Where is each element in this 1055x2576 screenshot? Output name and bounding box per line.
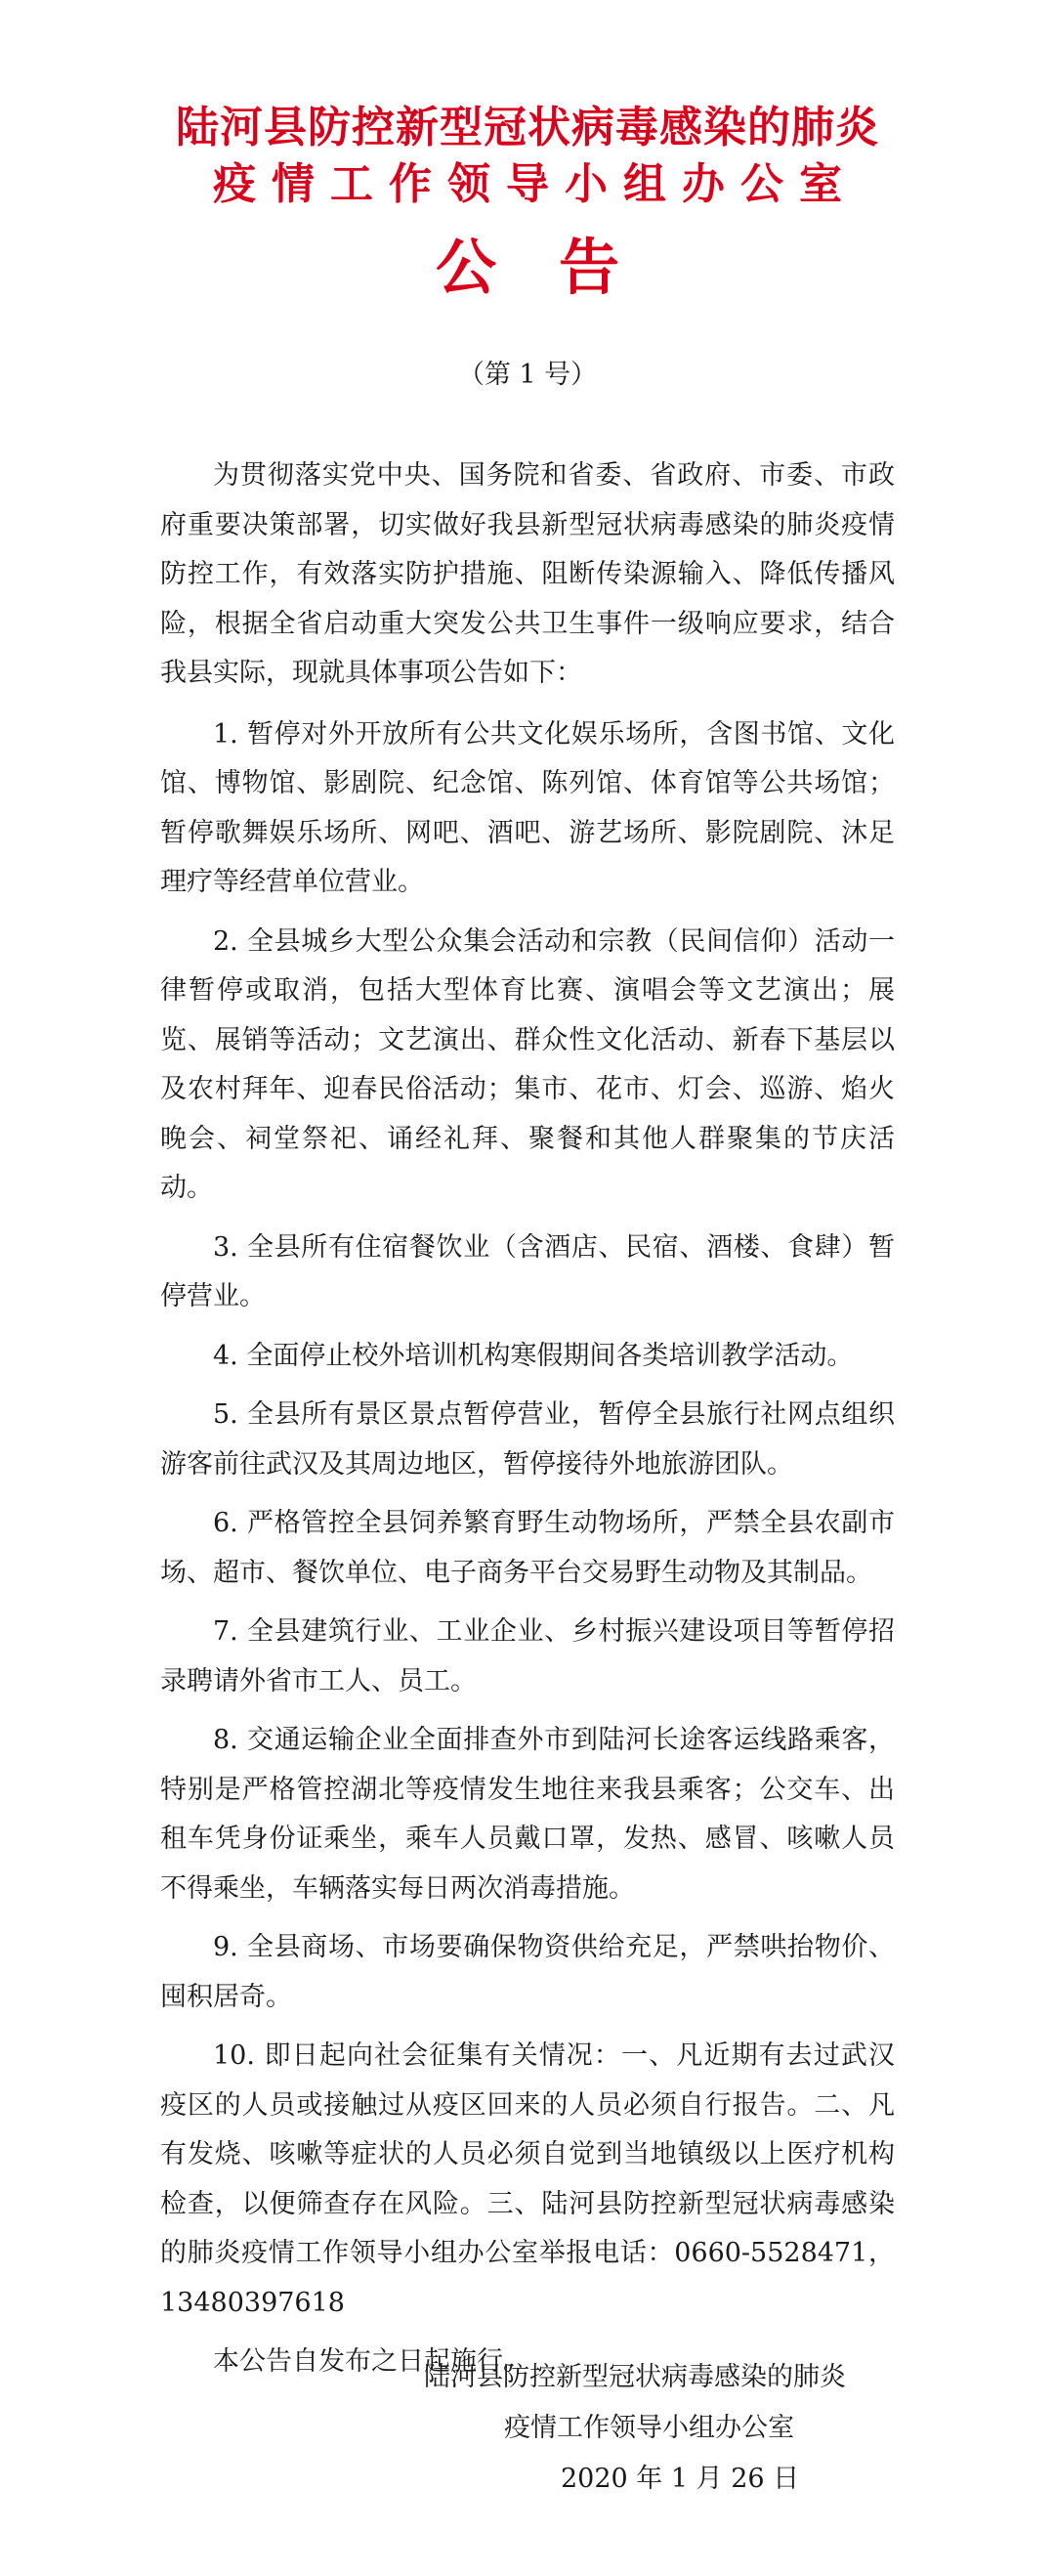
item-1: 1. 暂停对外开放所有公共文化娱乐场所，含图书馆、文化馆、博物馆、影剧院、纪念馆、陈列馆、体育馆等公共场馆；暂停歌舞娱乐场所、网吧、酒吧、游艺场所、影院剧院、沐足理疗等经营单位营业。 [160, 718, 895, 897]
item-4: 4. 全面停止校外培训机构寒假期间各类培训教学活动。 [213, 1340, 854, 1371]
signature-org-line-1: 陆河县防控新型冠状病毒感染的肺炎 [424, 2362, 846, 2392]
title-announcement: 公告 [435, 232, 682, 303]
closing-paragraph: 本公告自发布之日起施行。 [213, 2346, 529, 2377]
item-7: 7. 全县建筑行业、工业企业、乡村振兴建设项目等暂停招录聘请外省市工人、员工。 [160, 1616, 895, 1696]
document-number: （第 1 号） [457, 360, 598, 390]
item-9: 9. 全县商场、市场要确保物资供给充足，严禁哄抬物价、囤积居奇。 [160, 1932, 895, 2012]
item-2: 2. 全县城乡大型公众集会活动和宗教（民间信仰）活动一律暂停或取消，包括大型体育比赛、演唱会等文艺演出；展览、展销等活动；文艺演出、群众性文化活动、新春下基层以及农村拜年、迎春民俗活动；集市、花市、灯会、巡游、焰火晚会、祠堂祭祀、诵经礼拜、聚餐和其他人群聚集的节庆活动。 [160, 925, 895, 1203]
item-5: 5. 全县所有景区景点暂停营业，暂停全县旅行社网点组织游客前往武汉及其周边地区，暂停接待外地旅游团队。 [160, 1399, 895, 1480]
intro-paragraph: 为贯彻落实党中央、国务院和省委、省政府、市委、市政府重要决策部署，切实做好我县新型冠状病毒感染的肺炎疫情防控工作，有效落实防护措施、阻断传染源输入、降低传播风险，根据全省启动重大突发公共卫生事件一级响应要求，结合我县实际，现就具体事项公告如下： [160, 460, 895, 688]
signature-date: 2020 年 1 月 26 日 [561, 2464, 800, 2494]
item-3: 3. 全县所有住宿餐饮业（含酒店、民宿、酒楼、食肆）暂停营业。 [160, 1231, 895, 1311]
item-10: 10. 即日起向社会征集有关情况：一、凡近期有去过武汉疫区的人员或接触过从疫区回来的人员必须自行报告。二、凡有发烧、咳嗽等症状的人员必须自觉到当地镇级以上医疗机构检查，以便筛查存在风险。三、陆河县防控新型冠状病毒感染的肺炎疫情工作领导小组办公室举报电话：0660-5528471，13480397618 [160, 2040, 895, 2318]
signature-org-line-2: 疫情工作领导小组办公室 [504, 2413, 794, 2443]
title-line-1: 陆河县防控新型冠状病毒感染的肺炎 [176, 103, 879, 152]
item-8: 8. 交通运输企业全面排查外市到陆河长途客运线路乘客，特别是严格管控湖北等疫情发生地往来我县乘客；公交车、出租车凭身份证乘坐，乘车人员戴口罩，发热、感冒、咳嗽人员不得乘坐，车辆落实每日两次消毒措施。 [160, 1725, 895, 1904]
title-line-2: 疫情工作领导小组办公室 [213, 159, 858, 209]
item-6: 6. 严格管控全县饲养繁育野生动物场所，严禁全县农副市场、超市、餐饮单位、电子商务平台交易野生动物及其制品。 [160, 1508, 895, 1588]
announcement-body [160, 451, 895, 2397]
